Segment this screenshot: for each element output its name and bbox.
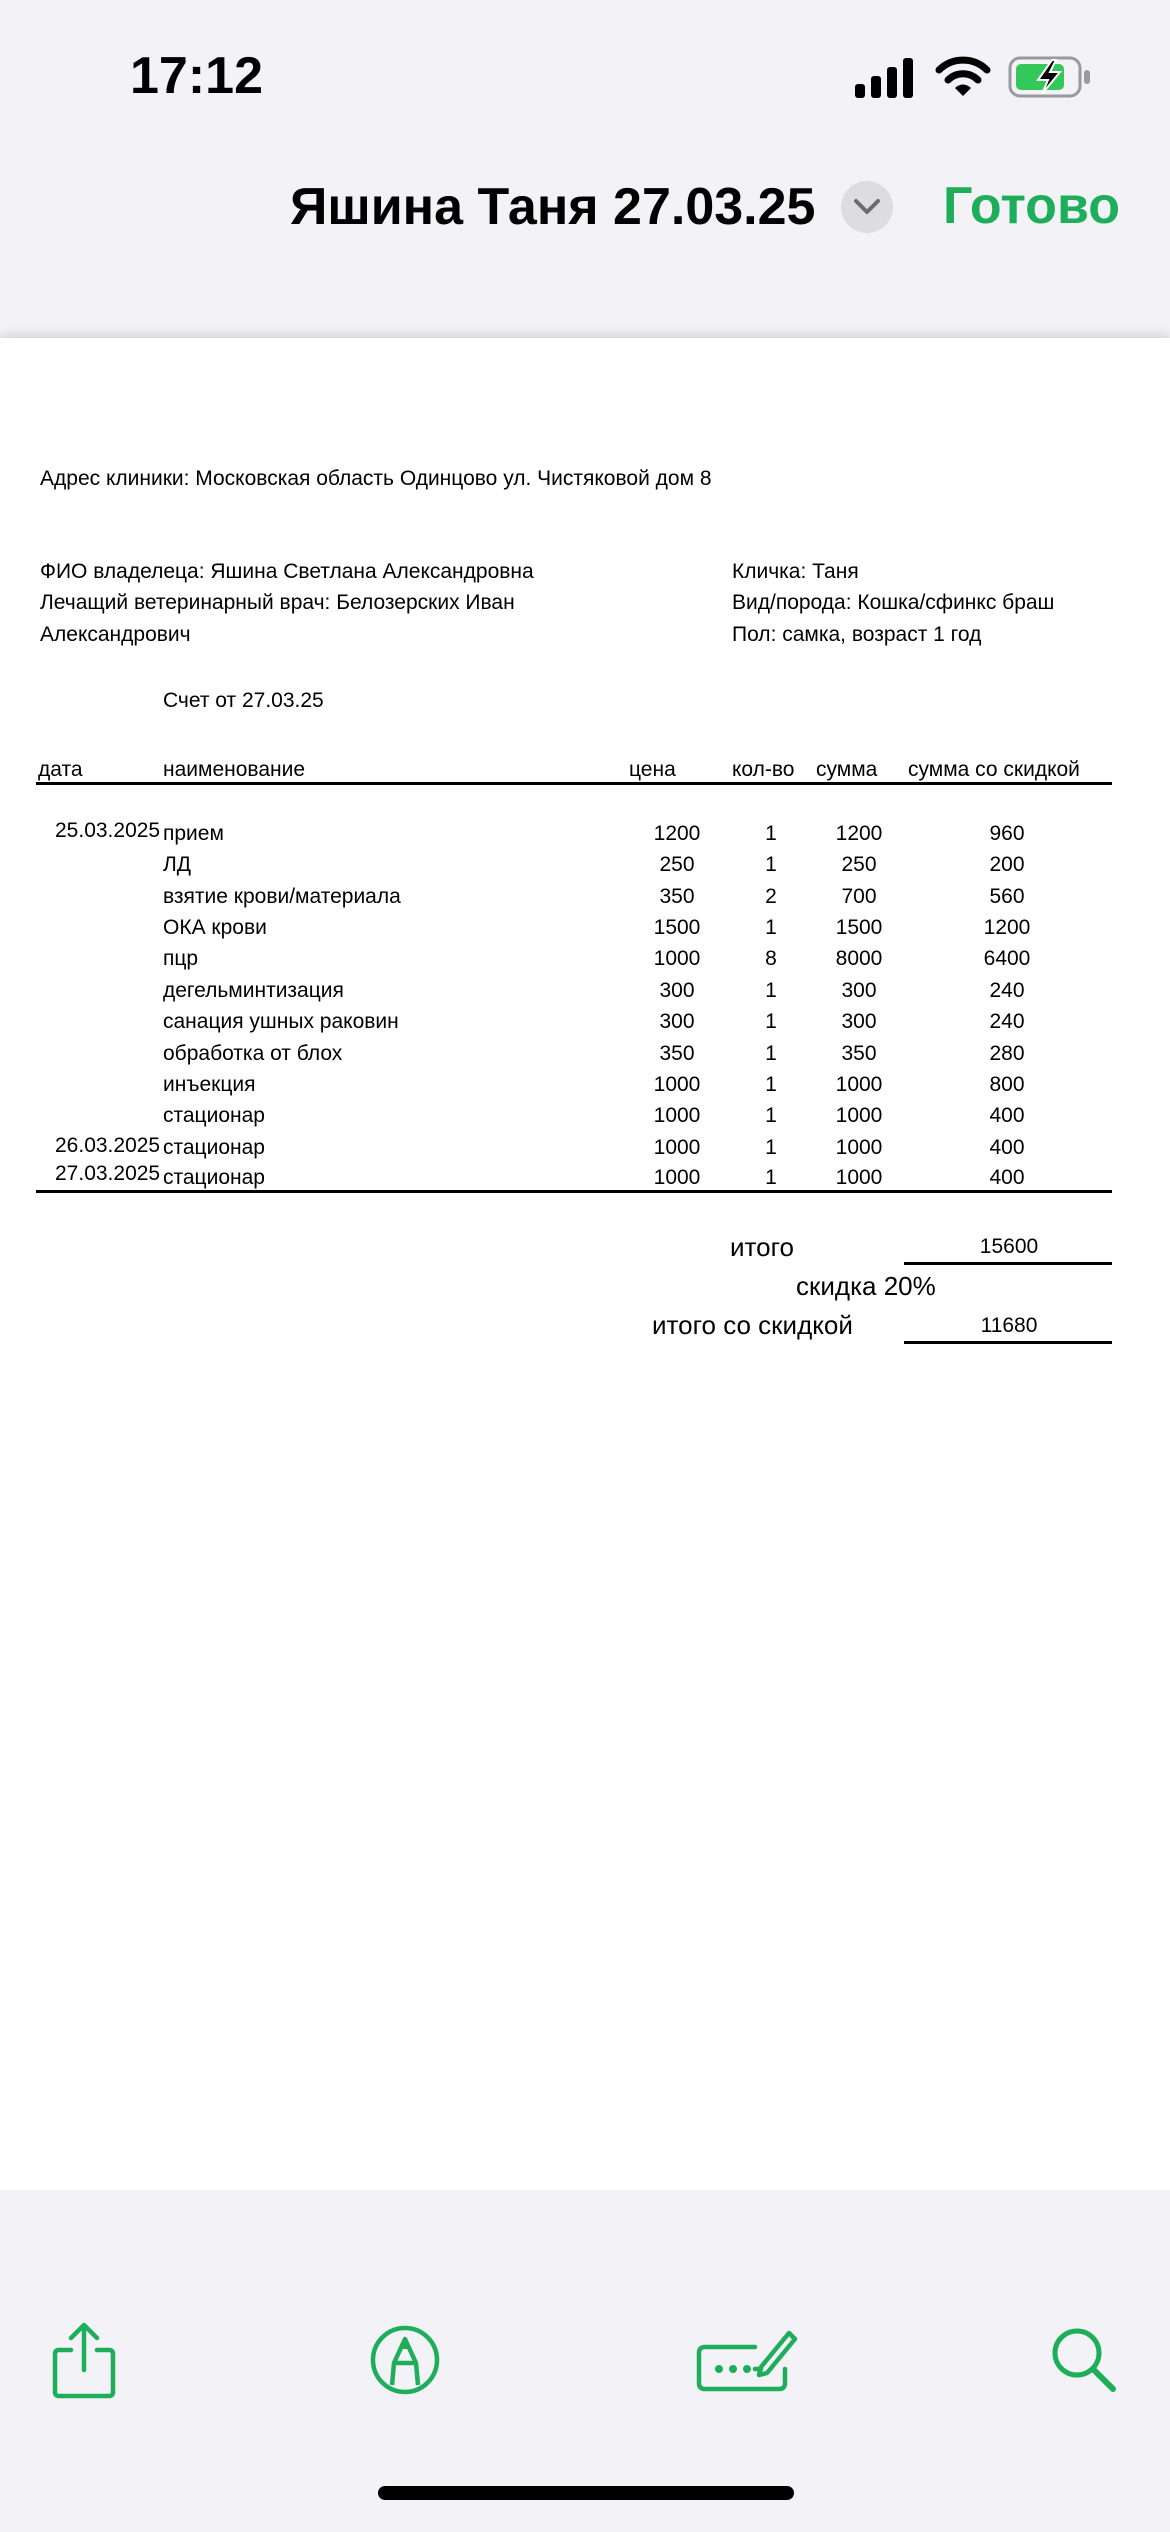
row-sum: 300 <box>841 1010 877 1033</box>
search-icon <box>1049 2325 1119 2395</box>
chevron-down-icon[interactable] <box>841 181 893 233</box>
column-header-price: цена <box>629 758 676 781</box>
row-price: 300 <box>659 979 695 1002</box>
row-name: санация ушных раковин <box>163 1010 399 1033</box>
row-name: инъекция <box>163 1073 256 1096</box>
column-header-sum: сумма <box>816 758 878 781</box>
row-qty: 1 <box>765 1010 777 1033</box>
row-price: 1000 <box>653 1104 701 1127</box>
row-sum-discount: 240 <box>989 1010 1025 1033</box>
column-header-qty: кол-во <box>732 758 795 781</box>
row-name: прием <box>163 822 224 845</box>
row-qty: 1 <box>765 1073 777 1096</box>
row-date: 26.03.2025 <box>55 1134 161 1157</box>
row-qty: 1 <box>765 979 777 1002</box>
row-sum: 1000 <box>835 1136 883 1159</box>
column-header-name: наименование <box>163 758 306 781</box>
done-button[interactable]: Готово <box>943 177 1120 235</box>
total-label: итого <box>730 1232 794 1262</box>
row-name: ОКА крови <box>163 916 267 939</box>
row-date: 27.03.2025 <box>55 1162 161 1185</box>
row-price: 1200 <box>653 822 701 845</box>
row-qty: 1 <box>765 1104 777 1127</box>
row-sum: 1200 <box>835 822 883 845</box>
status-bar <box>0 0 1170 150</box>
row-price: 1500 <box>653 916 701 939</box>
owner-name: ФИО владелеца: Яшина Светлана Александровна <box>40 560 534 583</box>
row-sum: 1000 <box>835 1166 883 1189</box>
row-sum: 700 <box>841 885 877 908</box>
row-price: 1000 <box>653 1166 701 1189</box>
row-qty: 1 <box>765 822 777 845</box>
clinic-address: Адрес клиники: Московская область Одинцово ул. Чистяковой дом 8 <box>40 467 712 490</box>
total-discount-value: 11680 <box>980 1314 1038 1337</box>
share-icon <box>49 2320 119 2400</box>
page-title: Яшина Таня 27.03.25 <box>290 178 816 236</box>
row-price: 350 <box>659 1042 695 1065</box>
row-name: дегельминтизация <box>163 979 344 1002</box>
row-sum: 1000 <box>835 1104 883 1127</box>
row-name: стационар <box>163 1136 265 1159</box>
row-price: 1000 <box>653 1073 701 1096</box>
row-sum-discount: 6400 <box>983 947 1031 970</box>
row-price: 300 <box>659 1010 695 1033</box>
row-sum-discount: 400 <box>989 1104 1025 1127</box>
document-page <box>0 338 1170 2190</box>
row-date: 25.03.2025 <box>55 819 161 842</box>
column-header-sum-discount: сумма со скидкой <box>908 758 1080 781</box>
wifi-icon <box>935 54 991 98</box>
row-sum-discount: 800 <box>989 1073 1025 1096</box>
row-qty: 8 <box>765 947 777 970</box>
markup-icon <box>368 2323 442 2397</box>
vet-name-line2: Александрович <box>40 623 191 646</box>
row-price: 1000 <box>653 947 701 970</box>
total-underline <box>904 1262 1112 1265</box>
pet-breed: Вид/порода: Кошка/сфинкс браш <box>732 591 1055 614</box>
row-sum-discount: 400 <box>989 1136 1025 1159</box>
row-name: взятие крови/материала <box>163 885 401 908</box>
total-discount-label: итого со скидкой <box>652 1310 853 1340</box>
row-price: 350 <box>659 885 695 908</box>
row-sum-discount: 400 <box>989 1166 1025 1189</box>
row-name: пцр <box>163 947 199 970</box>
row-name: ЛД <box>163 853 192 876</box>
row-qty: 1 <box>765 1042 777 1065</box>
row-price: 250 <box>659 853 695 876</box>
markup-button[interactable] <box>365 2320 445 2400</box>
invoice-title: Счет от 27.03.25 <box>163 689 324 712</box>
total-discount-underline <box>904 1341 1112 1344</box>
discount-label: скидка 20% <box>796 1271 936 1301</box>
table-bottom-divider <box>36 1190 1112 1193</box>
signature-button[interactable] <box>693 2320 801 2400</box>
bottom-toolbar <box>0 2190 1170 2532</box>
row-price: 1000 <box>653 1136 701 1159</box>
row-sum: 1500 <box>835 916 883 939</box>
row-sum-discount: 960 <box>989 822 1025 845</box>
signature-icon <box>695 2325 799 2395</box>
row-name: стационар <box>163 1104 265 1127</box>
row-sum: 1000 <box>835 1073 883 1096</box>
header-divider <box>36 782 1112 785</box>
row-qty: 1 <box>765 1136 777 1159</box>
row-qty: 1 <box>765 853 777 876</box>
row-sum-discount: 560 <box>989 885 1025 908</box>
row-qty: 1 <box>765 1166 777 1189</box>
row-qty: 2 <box>765 885 777 908</box>
row-sum-discount: 240 <box>989 979 1025 1002</box>
battery-charging-icon <box>1008 56 1092 98</box>
row-sum-discount: 1200 <box>983 916 1031 939</box>
row-sum-discount: 200 <box>989 853 1025 876</box>
row-name: стационар <box>163 1166 265 1189</box>
row-name: обработка от блох <box>163 1042 343 1065</box>
total-value: 15600 <box>979 1235 1039 1258</box>
pet-sex-age: Пол: самка, возраст 1 год <box>732 623 982 646</box>
share-button[interactable] <box>44 2320 124 2400</box>
document-title-menu[interactable] <box>290 172 893 242</box>
pet-name: Кличка: Таня <box>732 560 859 583</box>
row-sum: 8000 <box>835 947 883 970</box>
row-qty: 1 <box>765 916 777 939</box>
home-indicator[interactable] <box>378 2486 794 2500</box>
vet-name-line1: Лечащий ветеринарный врач: Белозерских Иван <box>40 591 515 614</box>
row-sum-discount: 280 <box>989 1042 1025 1065</box>
search-button[interactable] <box>1044 2320 1124 2400</box>
status-time: 17:12 <box>130 47 263 105</box>
column-header-date: дата <box>38 758 83 781</box>
row-sum: 250 <box>841 853 877 876</box>
row-sum: 350 <box>841 1042 877 1065</box>
row-sum: 300 <box>841 979 877 1002</box>
cellular-signal-icon <box>855 58 915 98</box>
